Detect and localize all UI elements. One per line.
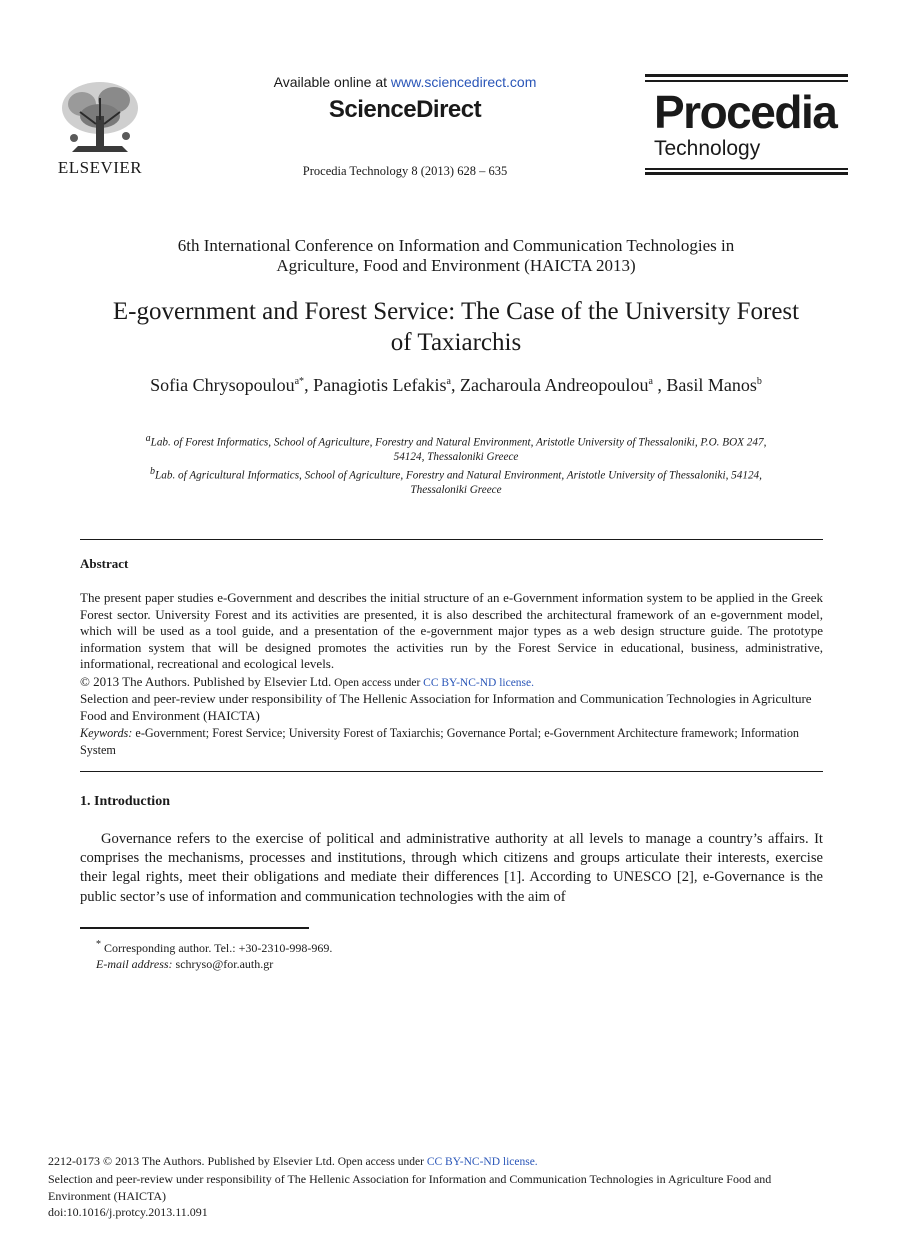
peer-review-statement: Selection and peer-review under responsibility of The Hellenic Association for Information and Communication Technologies in Agriculture Food and Environment (HAICTA) [80, 691, 812, 723]
author: Sofia Chrysopoulou [150, 375, 295, 395]
paper-title [60, 296, 852, 358]
license-link[interactable]: CC BY-NC-ND license. [423, 677, 535, 689]
procedia-logo [645, 74, 848, 176]
author-mark: b [756, 376, 762, 387]
logo-rule-top-thin [645, 80, 848, 82]
affiliation-mark: b [150, 465, 156, 477]
keywords-line [80, 725, 823, 758]
logo-rule-bottom-thin [645, 168, 848, 170]
author-list [80, 375, 832, 396]
sciencedirect-link[interactable]: www.sciencedirect.com [390, 74, 537, 90]
keywords-text: e-Government; Forest Service; University Forest of Taxiarchis; Governance Portal; e-Government Architecture framework; Information System [80, 726, 800, 757]
author: Panagiotis Lefakis [313, 375, 447, 395]
title-line-2: of Taxiarchis [390, 329, 522, 356]
affiliation-text: 54124, Thessaloniki Greece [393, 451, 519, 464]
affiliation-mark: a [145, 433, 151, 444]
footnote-email [96, 956, 332, 972]
open-access-text: Open access under [331, 677, 424, 689]
copyright-text: © 2013 The Authors. Published by Elsevier Ltd. [80, 674, 332, 689]
email-label: E-mail address: [96, 957, 173, 971]
open-access-text: Open access under [334, 1156, 427, 1168]
available-prefix: Available online at [273, 74, 391, 90]
technology-wordmark: Technology [654, 137, 761, 160]
license-link[interactable]: CC BY-NC-ND license. [426, 1156, 538, 1168]
affiliation-text: Lab. of Forest Informatics, School of Agriculture, Forestry and Natural Environment, Aristotle University of Thessaloniki, P.O. BOX 247, [150, 436, 767, 449]
issn-text: 2212-0173 © 2013 The Authors. Published by Elsevier Ltd. [48, 1154, 335, 1168]
publisher-wordmark: ELSEVIER [57, 158, 143, 177]
footnote-text: Corresponding author. Tel.: +30-2310-998-969. [101, 941, 333, 955]
author-separator: , [451, 375, 460, 395]
abstract-body: The present paper studies e-Government and describes the initial structure of an e-Government information system to be applied in the Greek Forest sector. University Forest and its activities are presented, it is also described the architectural framework of an e-government model, which will be used as a tool guide, and a presentation of the e-government major types as a web design structure guide. The prototype information system that will be designed promotes the activities run by the Forest Service in educational, business, administrative, informational, recreational and ecological levels. [80, 590, 823, 672]
footnote-divider [80, 927, 309, 929]
procedia-wordmark: Procedia [654, 86, 837, 138]
author: Basil Manos [666, 375, 757, 395]
footer-peer-review: Selection and peer-review under responsibility of The Hellenic Association for Information and Communication Technologies in Agriculture Food and Environment (HAICTA) [48, 1171, 772, 1203]
affiliation-text: Thessaloniki Greece [410, 483, 502, 496]
affiliation-b [80, 465, 832, 483]
divider [80, 771, 823, 772]
affiliation-text: Lab. of Agricultural Informatics, School of Agriculture, Forestry and Natural Environment, Aristotle University of Thessaloniki, 54124, [155, 469, 762, 482]
abstract-heading: Abstract [80, 556, 129, 571]
issn-line [48, 1153, 828, 1171]
affiliations [80, 432, 832, 497]
sciencedirect-logo: ScienceDirect [328, 96, 482, 123]
intro-paragraph: Governance refers to the exercise of political and administrative authority at all levels to manage a country’s affairs. It comprises the mechanisms, processes and institutions, through which citizens and groups articulate their interests, exercise their legal rights, meet their obligations and mediate their differences [1]. According to UNESCO [2], e-Governance is the public sector’s use of information and communication technologies with the aim of [80, 831, 823, 905]
footnote-mark: * [96, 939, 101, 950]
author-mark: a [648, 376, 653, 387]
email-value: schryso@for.auth.gr [172, 957, 274, 971]
journal-reference: Procedia Technology 8 (2013) 628 – 635 [302, 164, 508, 178]
logo-rule-bottom [645, 172, 848, 175]
conference-name [80, 236, 832, 276]
page-footer [48, 1153, 828, 1221]
elsevier-tree-icon [52, 76, 148, 160]
keywords-label: Keywords: [80, 726, 133, 740]
footnote [96, 937, 332, 972]
available-online-line [200, 74, 610, 90]
conference-line-2: Agriculture, Food and Environment (HAICTA 2013) [276, 256, 636, 275]
author: Zacharoula Andreopoulou [460, 375, 649, 395]
conference-line-1: 6th International Conference on Information and Communication Technologies in [177, 236, 735, 255]
author-separator: , [304, 375, 314, 395]
footnote-corresponding [96, 937, 332, 956]
author-mark: a [446, 376, 451, 387]
section-heading: 1. Introduction [80, 794, 170, 809]
title-line-1: E-government and Forest Service: The Case of the University Forest [112, 298, 800, 325]
author-mark: a* [294, 376, 305, 387]
divider [80, 539, 823, 540]
logo-rule-top [645, 74, 848, 77]
doi: doi:10.1016/j.protcy.2013.11.091 [48, 1205, 208, 1220]
copyright-line [80, 674, 823, 692]
affiliation-a [80, 432, 832, 450]
author-separator: , [652, 375, 667, 395]
